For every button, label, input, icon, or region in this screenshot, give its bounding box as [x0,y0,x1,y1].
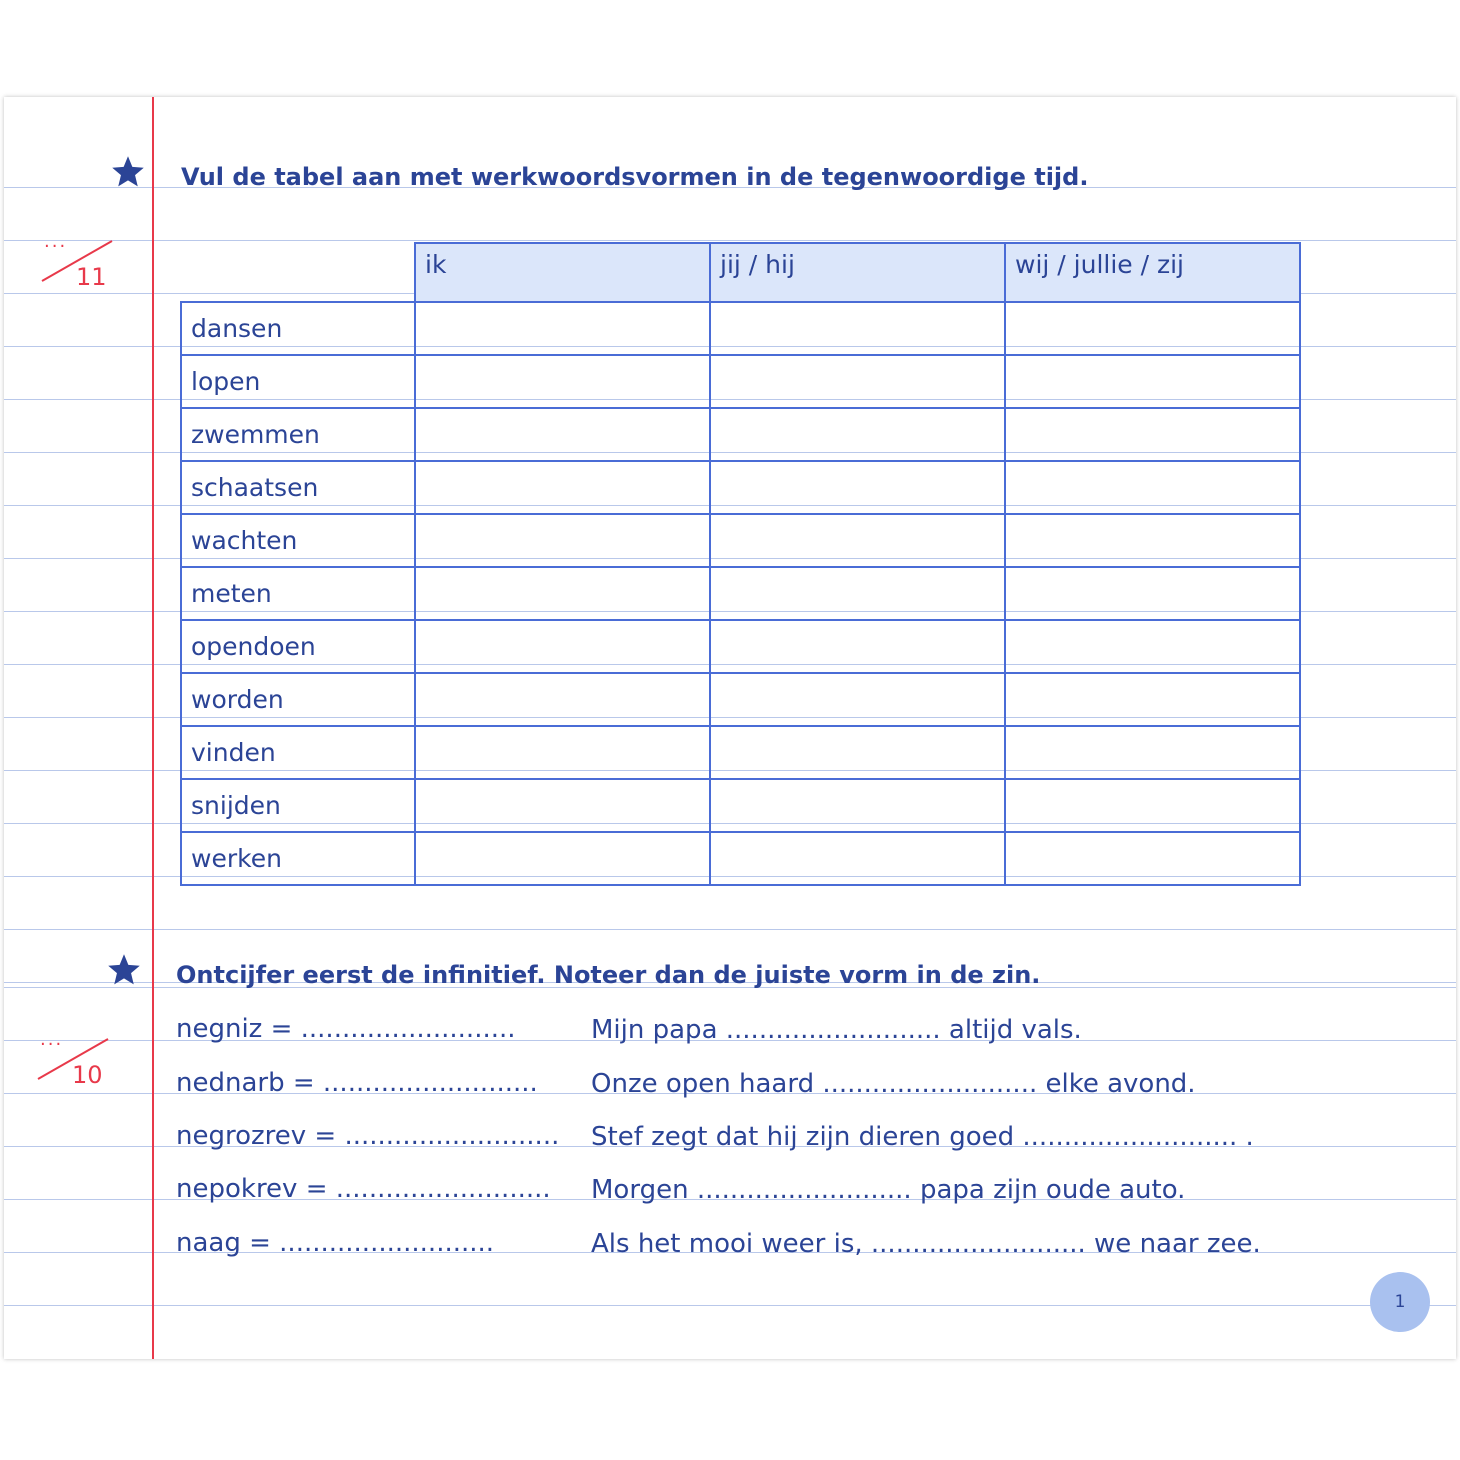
table-row [181,408,1300,461]
answer-cell[interactable] [415,567,710,620]
table-row [181,302,1300,355]
score-max: 11 [76,263,107,291]
table-header-row [181,243,1300,302]
sentence-line[interactable]: Stef zegt dat hij zijn dieren goed .......................... . [591,1122,1254,1152]
answer-cell[interactable] [1005,355,1300,408]
sentence-line[interactable]: Mijn papa .......................... altijd vals. [591,1015,1082,1045]
table-row [181,779,1300,832]
table-row [181,832,1300,885]
verb-cell: zwemmen [181,408,415,461]
answer-cell[interactable] [1005,673,1300,726]
page-number-badge: 1 [1370,1272,1430,1332]
exercise1-score [40,231,120,297]
answer-cell[interactable] [415,673,710,726]
answer-cell[interactable] [710,779,1005,832]
star-icon [106,952,142,988]
code-line[interactable]: negrozrev = .......................... [176,1121,560,1151]
verb-cell: schaatsen [181,461,415,514]
answer-cell[interactable] [710,726,1005,779]
table-row [181,461,1300,514]
worksheet-page [4,97,1456,1359]
verb-cell: opendoen [181,620,415,673]
verb-cell: wachten [181,514,415,567]
column-header-jij-hij: jij / hij [710,243,1005,302]
verb-cell: lopen [181,355,415,408]
answer-cell[interactable] [415,408,710,461]
answer-cell[interactable] [1005,620,1300,673]
answer-cell[interactable] [415,514,710,567]
sentence-line[interactable]: Als het mooi weer is, .......................... we naar zee. [591,1229,1261,1259]
conjugation-table [180,242,1301,886]
answer-cell[interactable] [415,355,710,408]
margin-line [152,97,154,1359]
answer-cell[interactable] [710,567,1005,620]
score-dots: ... [40,1029,64,1050]
code-line[interactable]: nednarb = .......................... [176,1068,538,1098]
verb-cell: werken [181,832,415,885]
answer-cell[interactable] [710,673,1005,726]
table-corner [181,243,415,302]
answer-cell[interactable] [710,620,1005,673]
answer-cell[interactable] [1005,779,1300,832]
answer-cell[interactable] [415,461,710,514]
answer-cell[interactable] [710,408,1005,461]
answer-cell[interactable] [1005,567,1300,620]
table-row [181,514,1300,567]
answer-cell[interactable] [1005,461,1300,514]
verb-cell: vinden [181,726,415,779]
exercise1-title: Vul de tabel aan met werkwoordsvormen in de tegenwoordige tijd. [181,163,1089,191]
answer-cell[interactable] [415,779,710,832]
star-icon [110,154,146,190]
answer-cell[interactable] [710,461,1005,514]
code-line[interactable]: nepokrev = .......................... [176,1174,551,1204]
code-line[interactable]: negniz = .......................... [176,1014,516,1044]
answer-cell[interactable] [415,302,710,355]
table-row [181,567,1300,620]
exercise2-title: Ontcijfer eerst de infinitief. Noteer dan de juiste vorm in de zin. [176,961,1041,989]
column-header-ik: ik [415,243,710,302]
answer-cell[interactable] [1005,302,1300,355]
exercise2-score [36,1029,116,1095]
code-line[interactable]: naag = .......................... [176,1228,495,1258]
answer-cell[interactable] [710,302,1005,355]
verb-cell: snijden [181,779,415,832]
verb-cell: meten [181,567,415,620]
table-row [181,620,1300,673]
sentence-line[interactable]: Morgen .......................... papa zijn oude auto. [591,1175,1186,1205]
answer-cell[interactable] [710,514,1005,567]
sentence-line[interactable]: Onze open haard .......................... elke avond. [591,1069,1196,1099]
score-max: 10 [72,1061,103,1089]
answer-cell[interactable] [1005,726,1300,779]
answer-cell[interactable] [710,355,1005,408]
answer-cell[interactable] [1005,408,1300,461]
answer-cell[interactable] [1005,832,1300,885]
answer-cell[interactable] [710,832,1005,885]
table-row [181,726,1300,779]
answer-cell[interactable] [415,620,710,673]
answer-cell[interactable] [415,832,710,885]
verb-cell: dansen [181,302,415,355]
answer-cell[interactable] [415,726,710,779]
table-row [181,355,1300,408]
verb-cell: worden [181,673,415,726]
answer-cell[interactable] [1005,514,1300,567]
score-dots: ... [44,231,68,252]
column-header-wij-jullie-zij: wij / jullie / zij [1005,243,1300,302]
table-row [181,673,1300,726]
